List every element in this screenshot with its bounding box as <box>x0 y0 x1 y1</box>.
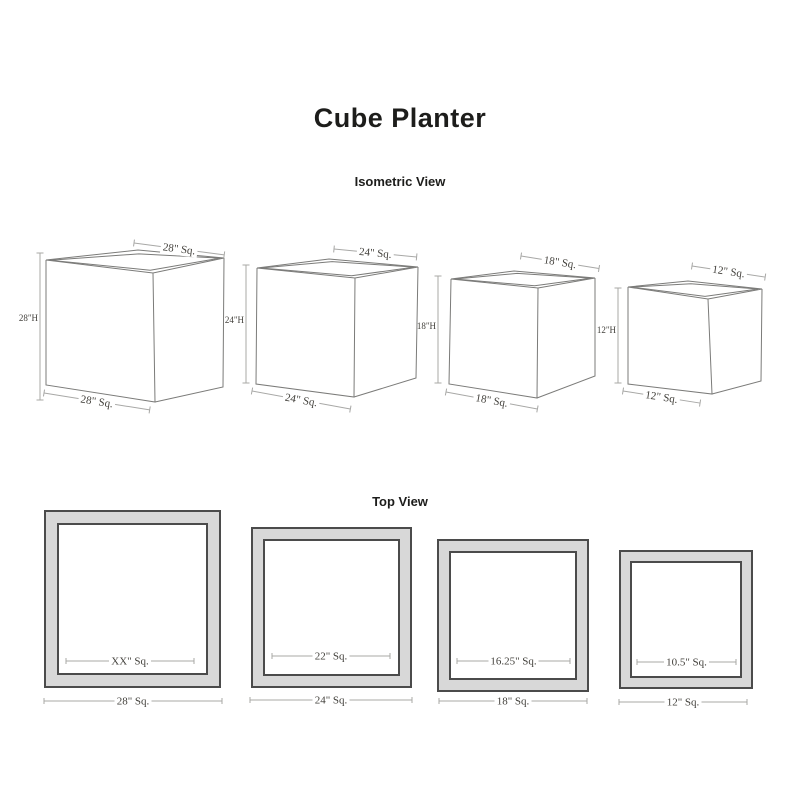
top-width-label: 18" Sq. <box>542 254 577 272</box>
outer-dimension <box>250 693 412 707</box>
dimension-tick <box>622 388 623 395</box>
height-label: 12"H <box>596 325 616 335</box>
dimension-tick <box>251 388 252 395</box>
outer-label: 12" Sq. <box>666 696 700 709</box>
opening-label: 16.25" Sq. <box>490 655 537 668</box>
dimension-tick <box>700 400 701 407</box>
outer-label: 18" Sq. <box>496 695 530 708</box>
top-width-label: 28" Sq. <box>162 241 196 258</box>
outer-label: 24" Sq. <box>314 694 348 707</box>
dimension-tick <box>134 240 135 247</box>
opening-label: 10.5" Sq. <box>666 656 707 669</box>
dimension-tick <box>334 246 335 253</box>
height-dimension <box>417 276 442 383</box>
dimension-tick <box>537 406 538 413</box>
top-width-label: 24" Sq. <box>358 245 393 262</box>
dimension-tick <box>691 263 692 270</box>
cube-rim-line <box>455 273 591 285</box>
height-label: 28"H <box>18 313 38 323</box>
cube-outline <box>46 250 224 402</box>
isometric-cube-18 <box>417 250 600 416</box>
top-view-square-12 <box>619 551 752 709</box>
bottom-width-label: 28" Sq. <box>79 393 114 411</box>
isometric-cube-28 <box>19 237 225 417</box>
opening-label: 22" Sq. <box>314 650 348 663</box>
inner-opening <box>58 524 207 674</box>
outer-dimension <box>439 694 587 708</box>
dimension-tick <box>416 253 417 260</box>
cube-outline <box>628 281 762 394</box>
dimension-tick <box>43 390 44 397</box>
dimension-tick <box>445 389 446 396</box>
bottom-width-dimension <box>445 386 539 416</box>
dimension-tick <box>350 406 351 413</box>
height-label: 24"H <box>224 315 244 325</box>
top-width-dimension <box>520 250 600 275</box>
height-dimension <box>597 288 622 383</box>
bottom-width-dimension <box>43 387 151 417</box>
top-view-square-24 <box>250 528 412 707</box>
bottom-width-label: 24" Sq. <box>283 391 319 410</box>
height-dimension <box>19 253 44 400</box>
height-dimension <box>225 265 250 383</box>
height-label: 18"H <box>416 321 436 331</box>
cube-rim-line <box>261 262 414 276</box>
top-view-square-28 <box>44 511 222 708</box>
top-view-heading: Top View <box>372 494 428 509</box>
dimension-tick <box>598 265 599 272</box>
outer-dimension <box>619 695 747 709</box>
bottom-width-label: 12" Sq. <box>644 389 679 406</box>
dimension-tick <box>520 253 521 260</box>
bottom-width-dimension <box>251 385 352 416</box>
page-title: Cube Planter <box>313 103 487 133</box>
top-width-dimension <box>691 260 766 284</box>
cube-outline <box>449 271 595 398</box>
top-width-label: 12" Sq. <box>711 263 746 281</box>
outer-dimension <box>44 694 222 708</box>
isometric-cube-12 <box>597 260 766 410</box>
isometric-cube-24 <box>225 243 418 416</box>
bottom-width-label: 18" Sq. <box>474 392 509 410</box>
isometric-view-heading: Isometric View <box>354 174 446 189</box>
dimension-tick <box>765 274 766 281</box>
dimension-tick <box>149 406 150 413</box>
dimension-tick <box>224 251 225 258</box>
top-view-square-18 <box>438 540 588 708</box>
cube-outline <box>256 259 418 397</box>
outer-label: 28" Sq. <box>116 695 150 708</box>
opening-label: XX" Sq. <box>111 655 149 668</box>
